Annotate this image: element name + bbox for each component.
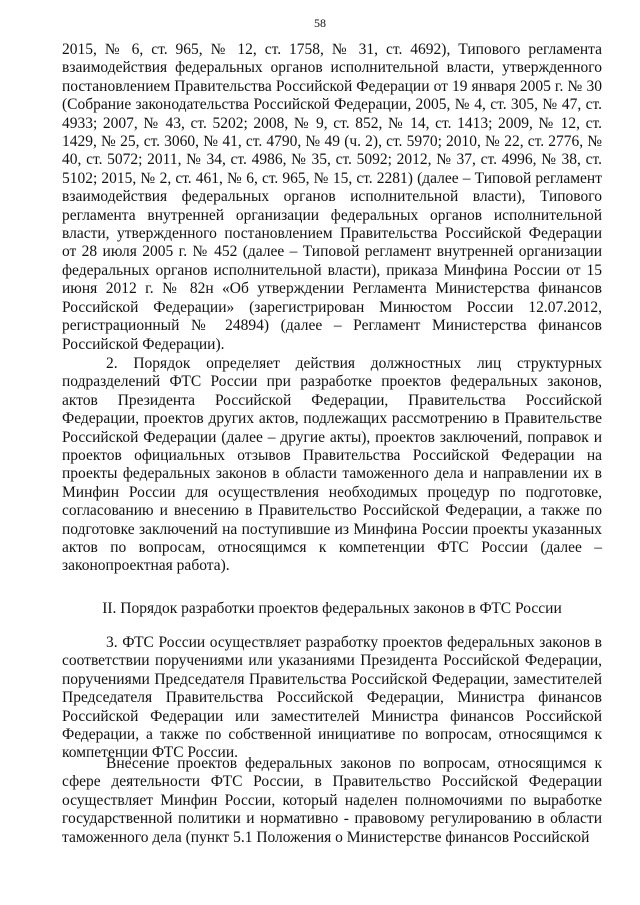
page-number: 58 — [314, 16, 326, 30]
paragraph-4: Внесение проектов федеральных законов по вопросам, относящимся к сфере деятельности ФТС России, в Правительство Российской Федерации осуществляет Минфин России, который наделен полномочиями по выработке государственной политики и нормативно - правовому регулированию в области таможенного дела (пункт 5.1 Положения о Министерстве финансов Российской — [62, 755, 602, 846]
paragraph-2: 2. Порядок определяет действия должностных лиц структурных подразделений ФТС России при разработке проектов федеральных законов, актов Президента Российской Федерации, Правительства Российской Федерации, проектов других актов, подлежащих рассмотрению в Правительстве Российской Федерации (далее – другие акты), проектов заключений, поправок и проектов официальных отзывов Правительства Российской Федерации на проекты федеральных законов в области таможенного дела и направлении их в Минфин России для осуществления необходимых процедур по подготовке, согласованию и внесению в Правительство Российской Федерации, а также по подготовке заключений на поступившие из Минфина России проекты указанных актов по вопросам, относящимся к компетенции ФТС России (далее – законопроектная работа). — [62, 355, 602, 575]
paragraph-3: 3. ФТС России осуществляет разработку проектов федеральных законов в соответствии поручениями или указаниями Президента Российской Федерации, поручениями Председателя Правительства Российской Федерации, заместителей Председателя Правительства Российской Федерации, Министра финансов Российской Федерации или заместителей Министра финансов Российской Федерации, а также по собственной инициативе по вопросам, относящимся к компетенции ФТС России. — [62, 634, 602, 762]
paragraph-continuation: 2015, № 6, ст. 965, № 12, ст. 1758, № 31, ст. 4692), Типового регламента взаимодействия федеральных органов исполнительной власти, утвержденного постановлением Правительства Российской Федерации от 19 января 2005 г. № 30 (Собрание законодательства Российской Федерации, 2005, № 4, ст. 305, № 47, ст. 4933; 2007, № 43, ст. 5202; 2008, № 9, ст. 852, № 14, ст. 1413; 2009, № 12, ст. 1429, № 25, ст. 3060, № 41, ст. 4790, № 49 (ч. 2), ст. 5970; 2010, № 22, ст. 2776, № 40, ст. 5072; 2011, № 34, ст. 4986, № 35, ст. 5092; 2012, № 37, ст. 4996, № 38, ст. 5102; 2015, № 2, ст. 461, № 6, ст. 965, № 15, ст. 2281) (далее – Типовой регламент взаимодействия федеральных органов исполнительной власти), Типового регламента внутренней организации федеральных органов исполнительной власти, утвержденного постановлением Правительства Российской Федерации от 28 июля 2005 г. № 452 (далее – Типовой регламент внутренней организации федеральных органов исполнительной власти), приказа Минфина России от 15 июня 2012 г. № 82н «Об утверждении Регламента Министерства финансов Российской Федерации» (зарегистрирован Минюстом России 12.07.2012, регистрационный № 24894) (далее – Регламент Министерства финансов Российской Федерации). — [62, 41, 602, 353]
section-heading: II. Порядок разработки проектов федеральных законов в ФТС России — [102, 600, 562, 617]
